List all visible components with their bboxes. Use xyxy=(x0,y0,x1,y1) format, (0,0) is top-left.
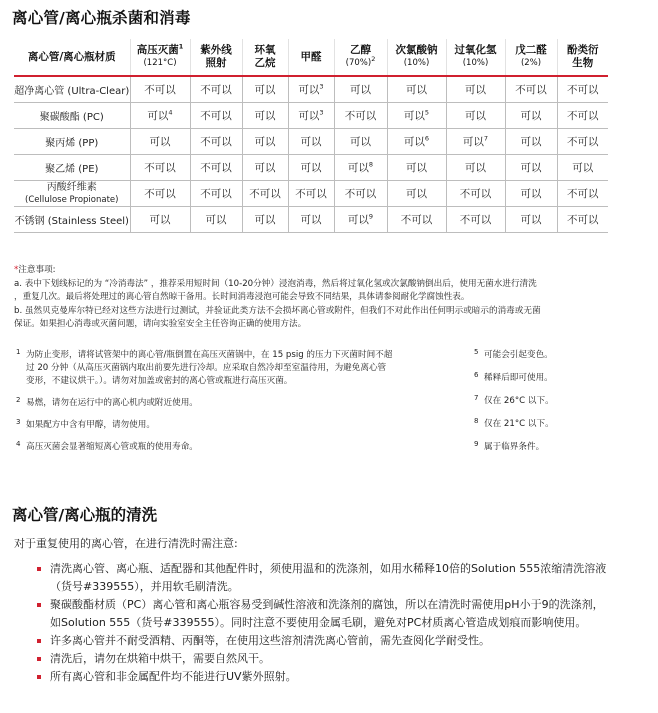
footnote-line: 易燃，请勿在运行中的离心机内或附近使用。 xyxy=(26,398,198,408)
column-header-sub: 照射 xyxy=(205,57,227,69)
compat-cell xyxy=(387,103,446,129)
compat-cell xyxy=(242,181,288,207)
compat-cell xyxy=(446,76,505,103)
notes-star: * xyxy=(14,265,19,275)
material-cell xyxy=(14,181,130,207)
column-header xyxy=(288,39,334,76)
column-header xyxy=(190,39,242,76)
compat-value: 不可以 xyxy=(200,162,232,174)
column-header xyxy=(505,39,557,76)
bullet-marker xyxy=(37,639,41,643)
compat-value: 可以 xyxy=(520,214,542,226)
compat-cell xyxy=(446,129,505,155)
column-header xyxy=(130,39,190,76)
list-item-line: （货号#339555），并用软毛刷清洗。 xyxy=(50,580,239,593)
column-header-label: 离心管/离心瓶材质 xyxy=(27,50,116,63)
compat-value: 不可以 xyxy=(200,136,232,148)
footnote-line: 为防止变形，请将试管架中的离心管/瓶倒置在高压灭菌锅中，在 15 psig 的压力下灭菌时间不超 xyxy=(26,350,393,360)
compat-cell xyxy=(288,181,334,207)
compat-value: 可以 xyxy=(149,136,171,148)
cleaning-list xyxy=(14,560,644,686)
column-header xyxy=(334,39,387,76)
compat-cell xyxy=(334,129,387,155)
compat-value: 可以 xyxy=(572,162,594,174)
compat-cell xyxy=(130,207,190,233)
compat-value: 可以 xyxy=(520,188,542,200)
bullet-marker xyxy=(37,675,41,679)
compat-cell xyxy=(242,129,288,155)
material-name: 丙酸纤维素 xyxy=(46,181,97,193)
column-header-sub: (10%) xyxy=(462,58,489,68)
compat-value: 可以 xyxy=(520,162,542,174)
footnote-mark: 5 xyxy=(424,108,430,117)
compat-cell xyxy=(130,129,190,155)
compat-cell xyxy=(130,103,190,129)
compat-cell xyxy=(505,76,557,103)
column-header-sub: 生物 xyxy=(572,57,594,69)
table-row xyxy=(14,103,608,129)
footnote xyxy=(474,395,644,408)
footnote-line: 如果配方中含有甲醇，请勿使用。 xyxy=(26,420,155,430)
compat-cell xyxy=(505,155,557,181)
note-a-line1: a. 表中下划线标记的为 “冷消毒法” ，推荐采用短时间（10-20分钟）浸泡消毒，然后将过氧化氢或次氯酸钠倒出后，使用无菌水进行清洗 xyxy=(14,278,537,289)
material-name: 聚乙烯 (PE) xyxy=(45,164,99,175)
compat-cell xyxy=(505,129,557,155)
compat-value: 可以 xyxy=(254,110,276,122)
table-row xyxy=(14,129,608,155)
compat-value: 不可以 xyxy=(344,110,377,122)
footnote-number: 5 xyxy=(474,348,479,356)
material-name-sub: (Cellulose Propionate) xyxy=(25,194,119,205)
column-header-label: 高压灭菌 xyxy=(136,44,179,56)
compat-value: 可以 xyxy=(465,110,486,122)
compat-value: 可以 xyxy=(520,110,542,122)
footnote-number: 8 xyxy=(474,417,479,425)
footnote-line: 仅在 26°C 以下。 xyxy=(484,396,554,406)
compat-value: 可以 xyxy=(205,214,227,226)
compat-cell xyxy=(130,76,190,103)
material-cell xyxy=(14,129,130,155)
footnote-line: 稀释后即可使用。 xyxy=(484,373,553,383)
compat-cell xyxy=(334,103,387,129)
compat-cell xyxy=(190,129,242,155)
compat-cell xyxy=(446,181,505,207)
footnote-mark: 2 xyxy=(371,55,376,64)
column-header xyxy=(242,39,288,76)
compat-value: 不可以 xyxy=(144,162,176,174)
notes-heading: 注意事项: xyxy=(18,265,56,275)
compat-value: 可以 xyxy=(350,136,371,148)
material-cell xyxy=(14,207,130,233)
column-header-sub: (121°C) xyxy=(143,58,177,68)
footnote xyxy=(474,372,644,385)
material-name: 超净离心管 (Ultra-Clear) xyxy=(14,86,130,97)
compat-cell xyxy=(557,181,608,207)
table-row xyxy=(14,181,608,207)
compat-cell xyxy=(557,129,608,155)
compat-value: 可以 xyxy=(406,162,427,174)
compat-value: 可以 xyxy=(520,136,542,148)
compat-value: 可以 xyxy=(300,214,322,226)
compat-cell xyxy=(242,155,288,181)
bullet-marker xyxy=(37,657,41,661)
column-header-sub: (2%) xyxy=(520,58,542,68)
material-cell xyxy=(14,103,130,129)
compat-cell xyxy=(242,76,288,103)
compat-cell xyxy=(387,207,446,233)
bullet-marker xyxy=(37,603,41,607)
compat-value: 可以 xyxy=(406,188,427,200)
column-header-sub: (10%) xyxy=(403,58,430,68)
footnote-line: 属于临界条件。 xyxy=(484,442,545,452)
footnote xyxy=(474,418,644,431)
compat-value: 不可以 xyxy=(567,110,599,122)
compat-value: 可以 xyxy=(149,214,171,226)
compat-value: 不可以 xyxy=(200,188,232,200)
compat-cell xyxy=(190,207,242,233)
compat-value: 不可以 xyxy=(515,84,547,96)
compat-cell xyxy=(387,129,446,155)
footnote-mark: 9 xyxy=(368,212,374,221)
column-header-label: 紫外线 xyxy=(200,44,232,56)
compat-cell xyxy=(334,76,387,103)
column-header xyxy=(387,39,446,76)
compat-cell xyxy=(505,103,557,129)
footnote-line: 高压灭菌会显著缩短离心管或瓶的使用寿命。 xyxy=(26,442,198,452)
compat-value: 可以 xyxy=(465,162,486,174)
compat-cell xyxy=(557,207,608,233)
table-row xyxy=(14,207,608,233)
column-header-label: 甲醛 xyxy=(300,50,322,63)
compat-cell xyxy=(242,207,288,233)
footnote xyxy=(16,397,456,410)
table-row xyxy=(14,155,608,181)
compat-value: 可以 xyxy=(403,110,425,122)
footnote-number: 9 xyxy=(474,440,479,448)
column-header-label: 酚类衍 xyxy=(567,44,599,56)
compat-value: 不可以 xyxy=(144,84,176,96)
note-b-line1: b. 虽然贝克曼库尔特已经对这些方法进行过测试，并验证此类方法不会损坏离心管或附件，但我们不对此作出任何明示或暗示的消毒或无菌 xyxy=(14,305,541,316)
column-header-label: 次氯酸钠 xyxy=(395,44,438,56)
material-name: 不锈钢 (Stainless Steel) xyxy=(14,216,129,227)
cleaning-intro: 对于重复使用的离心管，在进行清洗时需注意: xyxy=(14,537,238,550)
compat-value: 不可以 xyxy=(567,136,599,148)
compat-cell xyxy=(190,155,242,181)
column-header xyxy=(557,39,608,76)
compat-cell xyxy=(190,181,242,207)
compat-cell xyxy=(446,155,505,181)
footnotes-right xyxy=(474,349,644,464)
note-b-line2: 保证。如果担心消毒或灭菌问题，请向实验室安全主任咨询正确的使用方法。 xyxy=(14,319,307,329)
compat-value: 可以 xyxy=(347,162,369,174)
footnote-number: 6 xyxy=(474,371,479,379)
compat-cell xyxy=(446,207,505,233)
column-header-label: 戊二醛 xyxy=(515,44,547,56)
footnote-line: 变形，不建议烘干。）。请勿对加盖或密封的离心管或瓶进行高压灭菌。 xyxy=(26,376,293,386)
footnote-mark: 4 xyxy=(168,108,173,117)
compat-cell xyxy=(190,103,242,129)
compat-value: 不可以 xyxy=(200,110,232,122)
compat-cell xyxy=(334,181,387,207)
compat-cell xyxy=(557,155,608,181)
compat-cell xyxy=(505,181,557,207)
material-cell xyxy=(14,76,130,103)
column-header xyxy=(14,39,130,76)
compat-cell xyxy=(242,103,288,129)
list-item-line: 如Solution 555（货号#339555）。同时注意不要使用金属毛刷，避免对PC材质离心管造成划痕而影响使用。 xyxy=(50,616,587,629)
compat-value: 可以 xyxy=(254,84,276,96)
compat-value: 不可以 xyxy=(459,214,492,226)
compat-value: 不可以 xyxy=(567,188,599,200)
footnote xyxy=(474,349,644,362)
column-header-sub: 乙烷 xyxy=(254,57,276,69)
footnotes-left xyxy=(16,349,456,463)
compat-value: 不可以 xyxy=(200,84,232,96)
list-item-line: 清洗后，请勿在烘箱中烘干，需要自然风干。 xyxy=(50,652,270,665)
compat-cell xyxy=(446,103,505,129)
footnote xyxy=(16,419,456,432)
footnote-line: 可能会引起变色。 xyxy=(484,350,553,360)
list-item-line: 许多离心管并不耐受酒精、丙酮等，在使用这些溶剂清洗离心管前，需先查阅化学耐受性。 xyxy=(50,634,490,647)
column-header xyxy=(446,39,505,76)
compat-value: 不可以 xyxy=(567,84,599,96)
compat-value: 可以 xyxy=(254,162,276,174)
compat-value: 不可以 xyxy=(567,214,599,226)
footnote-number: 4 xyxy=(16,440,21,448)
footnote-mark: 1 xyxy=(178,42,184,51)
material-name: 聚丙烯 (PP) xyxy=(45,138,99,149)
compat-value: 可以 xyxy=(298,84,320,96)
list-item xyxy=(14,632,644,650)
compat-cell xyxy=(334,155,387,181)
bullet-marker xyxy=(37,567,41,571)
footnote-number: 7 xyxy=(474,394,479,402)
compat-cell xyxy=(505,207,557,233)
footnote-number: 1 xyxy=(16,348,21,356)
footnote xyxy=(16,349,456,388)
compat-value: 可以 xyxy=(462,136,484,148)
column-header-label: 过氧化氢 xyxy=(454,44,497,56)
footnote-mark: 7 xyxy=(483,134,489,143)
compat-cell xyxy=(557,76,608,103)
compat-cell xyxy=(557,103,608,129)
compat-value: 可以 xyxy=(406,84,427,96)
compat-value: 不可以 xyxy=(295,188,327,200)
compat-value: 可以 xyxy=(254,214,276,226)
footnote xyxy=(474,441,644,454)
footnote-mark: 8 xyxy=(368,160,374,169)
compat-value: 不可以 xyxy=(144,188,176,200)
compat-cell xyxy=(387,155,446,181)
footnote-line: 过 20 分钟（从高压灭菌锅内取出前要先进行冷却。应采取自然冷却至室温待用，为避免离心管 xyxy=(26,363,387,373)
compat-cell xyxy=(130,181,190,207)
compat-value: 可以 xyxy=(350,84,371,96)
cleaning-title: 离心管/离心瓶的清洗 xyxy=(12,506,158,524)
column-header-sub: $(70\%)^2$ xyxy=(345,55,376,68)
compat-cell xyxy=(334,207,387,233)
footnote-number: 3 xyxy=(16,418,21,426)
footnote-number: 2 xyxy=(16,396,21,404)
compat-cell xyxy=(387,181,446,207)
compat-value: 可以 xyxy=(465,84,486,96)
compat-value: 不可以 xyxy=(459,188,492,200)
compat-value: 不可以 xyxy=(344,188,377,200)
compat-cell xyxy=(130,155,190,181)
table-row xyxy=(14,76,608,103)
compat-value: 可以 xyxy=(347,214,369,226)
compat-value: 可以 xyxy=(300,136,322,148)
compat-cell xyxy=(387,76,446,103)
column-header-label: 乙醇 xyxy=(350,44,371,56)
footnote-mark: 6 xyxy=(424,134,430,143)
list-item-line: 清洗离心管、离心瓶、适配器和其他配件时，须使用温和的洗涤剂，如用水稀释10倍的Solution 555浓缩清洗溶液 xyxy=(50,562,607,575)
compat-value: 不可以 xyxy=(400,214,433,226)
note-a-line2: ，重复几次。最后将处理过的离心管自然晾干备用。长时间消毒浸泡可能会导致不同结果，具体请参阅耐化学腐蚀性表。 xyxy=(14,292,470,302)
footnote-line: 仅在 21°C 以下。 xyxy=(484,419,554,429)
table-header-row xyxy=(14,39,608,76)
compat-cell xyxy=(288,76,334,103)
list-item-line: 所有离心管和非金属配件均不能进行UV紫外照射。 xyxy=(50,670,297,683)
list-item xyxy=(14,560,644,596)
compat-cell xyxy=(288,129,334,155)
list-item-line: 聚碳酸酯材质（PC）离心管和离心瓶容易受到碱性溶液和洗涤剂的腐蚀，所以在清洗时需使用pH小于9的洗涤剂， xyxy=(50,598,604,611)
compat-cell xyxy=(288,155,334,181)
list-item xyxy=(14,668,644,686)
compat-value: 可以 xyxy=(403,136,425,148)
compat-value: 可以 xyxy=(300,162,322,174)
notes-block xyxy=(14,264,634,332)
column-header-label: 环氧 xyxy=(254,44,276,56)
page-title: 离心管/离心瓶杀菌和消毒 xyxy=(12,9,191,27)
compat-value: 不可以 xyxy=(249,188,281,200)
compat-value: 可以 xyxy=(254,136,276,148)
footnote-mark: 3 xyxy=(319,108,324,117)
list-item xyxy=(14,596,644,632)
material-name: 聚碳酸酯 (PC) xyxy=(39,112,104,123)
compat-cell xyxy=(190,76,242,103)
footnote-mark: 3 xyxy=(319,82,324,91)
material-cell xyxy=(14,155,130,181)
list-item xyxy=(14,650,644,668)
compat-value: 可以 xyxy=(147,110,169,122)
compat-cell xyxy=(288,207,334,233)
compat-cell xyxy=(288,103,334,129)
compat-value: 可以 xyxy=(298,110,320,122)
sterilization-table xyxy=(14,39,608,233)
footnote xyxy=(16,441,456,454)
